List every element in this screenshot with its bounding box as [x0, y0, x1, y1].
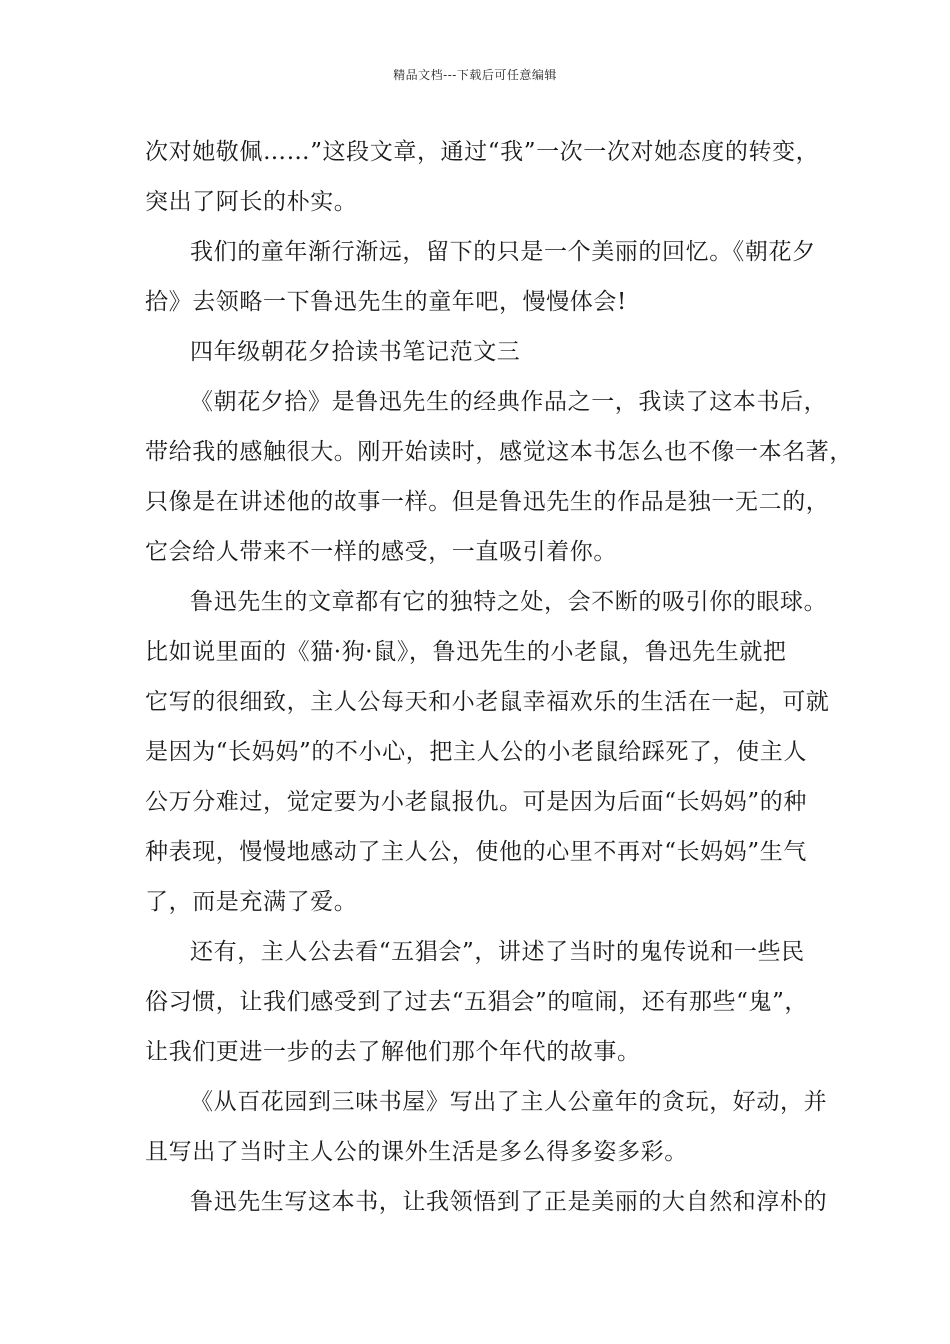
text-line: 拾》去领略一下鲁迅先生的童年吧，慢慢体会! — [145, 289, 627, 315]
text-line: 比如说里面的《猫·狗·鼠》，鲁迅先生的小老鼠，鲁迅先生就把 — [145, 639, 787, 665]
text-line: 公万分难过，觉定要为小老鼠报仇。可是因为后面“长妈妈”的种 — [145, 789, 807, 815]
text-line: 突出了阿长的朴实。 — [145, 189, 358, 215]
text-line: 四年级朝花夕拾读书笔记范文三 — [190, 339, 521, 365]
text-line: 我们的童年渐行渐远，留下的只是一个美丽的回忆。《朝花夕 — [190, 239, 816, 265]
text-line: 是因为“长妈妈”的不小心，把主人公的小老鼠给踩死了，使主人 — [145, 739, 807, 765]
text-line: 种表现，慢慢地感动了主人公，使他的心里不再对“长妈妈”生气 — [145, 839, 807, 865]
text-line: 俗习惯，让我们感受到了过去“五猖会”的喧闹，还有那些“鬼”， — [145, 989, 809, 1015]
text-line: 它会给人带来不一样的感受，一直吸引着你。 — [145, 539, 617, 565]
text-line: 《朝花夕拾》是鲁迅先生的经典作品之一，我读了这本书后， — [190, 389, 828, 415]
text-line: 还有，主人公去看“五猖会”，讲述了当时的鬼传说和一些民 — [190, 939, 805, 965]
text-line: 带给我的感触很大。刚开始读时，感觉这本书怎么也不像一本名著， — [145, 439, 853, 465]
text-line: 鲁迅先生写这本书，让我领悟到了正是美丽的大自然和淳朴的 — [190, 1189, 828, 1215]
text-line: 《从百花园到三味书屋》写出了主人公童年的贪玩，好动，并 — [190, 1089, 828, 1115]
text-line: 让我们更进一步的去了解他们那个年代的故事。 — [145, 1039, 641, 1065]
text-line: 次对她敬佩……”这段文章，通过“我”一次一次对她态度的转变， — [145, 139, 820, 165]
text-line: 只像是在讲述他的故事一样。但是鲁迅先生的作品是独一无二的， — [145, 489, 830, 515]
text-line: 了，而是充满了爱。 — [145, 889, 358, 915]
text-line: 且写出了当时主人公的课外生活是多么得多姿多彩。 — [145, 1139, 688, 1165]
text-line: 它写的很细致，主人公每天和小老鼠幸福欢乐的生活在一起，可就 — [145, 689, 830, 715]
page-header: 精品文档---下载后可任意编辑 — [393, 68, 557, 82]
text-line: 鲁迅先生的文章都有它的独特之处，会不断的吸引你的眼球。 — [190, 589, 828, 615]
